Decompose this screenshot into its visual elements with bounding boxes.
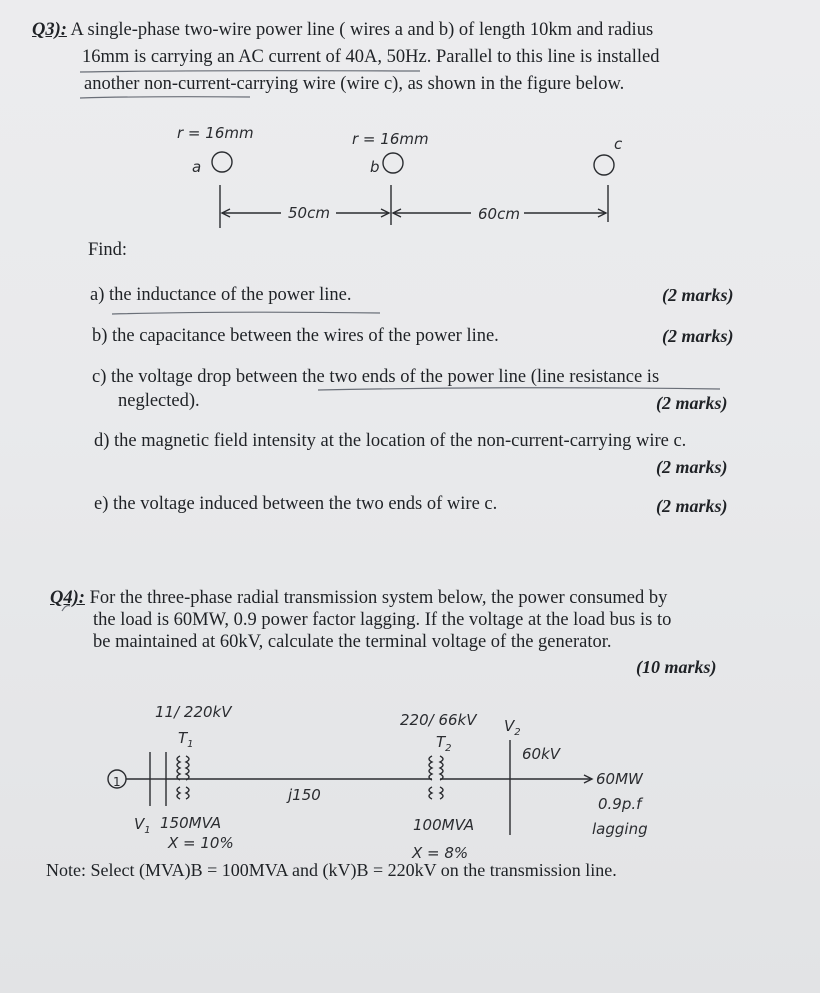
- item-e-text: e) the voltage induced between the two ends of wire c.: [94, 494, 498, 514]
- item-a-marks: (2 marks): [662, 285, 734, 305]
- q3-line2: 16mm is carrying an AC current of 40A, 50Hz. Parallel to this line is installed: [82, 47, 660, 67]
- t2-primary-coil-lower: [429, 787, 432, 799]
- q4-marks: (10 marks): [636, 657, 717, 677]
- q4-line1: For the three-phase radial transmission system below, the power consumed by: [89, 588, 668, 608]
- t1-secondary-coil-lower: [186, 787, 189, 799]
- t1-secondary-coil: [186, 756, 189, 780]
- item-d-text: d) the magnetic field intensity at the location of the non-current-carrying wire c.: [94, 431, 687, 451]
- v1-subscript: 1: [144, 825, 151, 836]
- v2-name: V: [504, 717, 515, 735]
- radius-b-label: r = 16mm: [352, 130, 429, 148]
- distance-ab-label: 50cm: [285, 202, 333, 224]
- distance-bc-label: 60cm: [475, 203, 523, 225]
- q3-label: Q3):: [32, 20, 67, 40]
- line-impedance: j150: [288, 786, 321, 804]
- q4-note: Note: Select (MVA)B = 100MVA and (kV)B = 220kV on the transmission line.: [46, 860, 617, 880]
- wire-a-label: a: [192, 158, 202, 176]
- v2-subscript: 2: [514, 727, 521, 738]
- item-c-text: c) the voltage drop between the two ends of the power line (line resistance is: [92, 367, 660, 387]
- t2-secondary-coil-lower: [440, 787, 443, 799]
- t1-primary-coil-lower: [177, 787, 180, 799]
- load-power-factor: 0.9p.f: [598, 795, 642, 813]
- t2-rating: 100MVA: [413, 816, 475, 834]
- t2-label: [436, 731, 452, 760]
- q4-line2: the load is 60MW, 0.9 power factor lagging. If the voltage at the load bus is to: [93, 610, 672, 630]
- t2-primary-coil: [429, 756, 432, 780]
- item-b-marks: (2 marks): [662, 326, 734, 346]
- radius-a-label: r = 16mm: [177, 124, 254, 142]
- t2-reactance: X = 8%: [412, 844, 469, 862]
- item-a-text: a) the inductance of the power line.: [90, 285, 352, 305]
- item-e-marks: (2 marks): [656, 496, 728, 516]
- v2-value: 60kV: [522, 745, 561, 763]
- t1-rating: 150MVA: [160, 814, 222, 832]
- wire-b-label: b: [370, 158, 380, 176]
- q3-line1: A single-phase two-wire power line ( wires a and b) of length 10km and radius: [70, 20, 654, 40]
- t1-reactance: X = 10%: [168, 834, 234, 852]
- item-c-marks: (2 marks): [656, 393, 728, 413]
- load-lagging: lagging: [592, 820, 648, 838]
- t2-name: T: [436, 733, 446, 751]
- t2-ratio: 220/ 66kV: [400, 711, 477, 729]
- v1-label: [134, 813, 151, 842]
- generator-number: 1: [113, 775, 121, 789]
- q4-label: Q4):: [50, 588, 85, 608]
- t1-name: T: [178, 729, 188, 747]
- v1-name: V: [134, 815, 145, 833]
- find-label: Find:: [88, 240, 128, 260]
- t1-label: [178, 727, 194, 756]
- load-power: 60MW: [596, 770, 643, 788]
- v2-label: [504, 715, 521, 744]
- wire-c-label: c: [614, 135, 623, 153]
- q3-line3: another non-current-carrying wire (wire c), as shown in the figure below.: [84, 74, 625, 94]
- q4-line3: be maintained at 60kV, calculate the terminal voltage of the generator.: [93, 632, 612, 652]
- t1-ratio: 11/ 220kV: [155, 703, 232, 721]
- item-b-text: b) the capacitance between the wires of the power line.: [92, 326, 499, 346]
- item-c-text-cont: neglected).: [118, 391, 200, 411]
- t1-subscript: 1: [187, 739, 194, 750]
- t2-subscript: 2: [445, 743, 452, 754]
- t1-primary-coil: [177, 756, 180, 780]
- item-d-marks: (2 marks): [656, 457, 728, 477]
